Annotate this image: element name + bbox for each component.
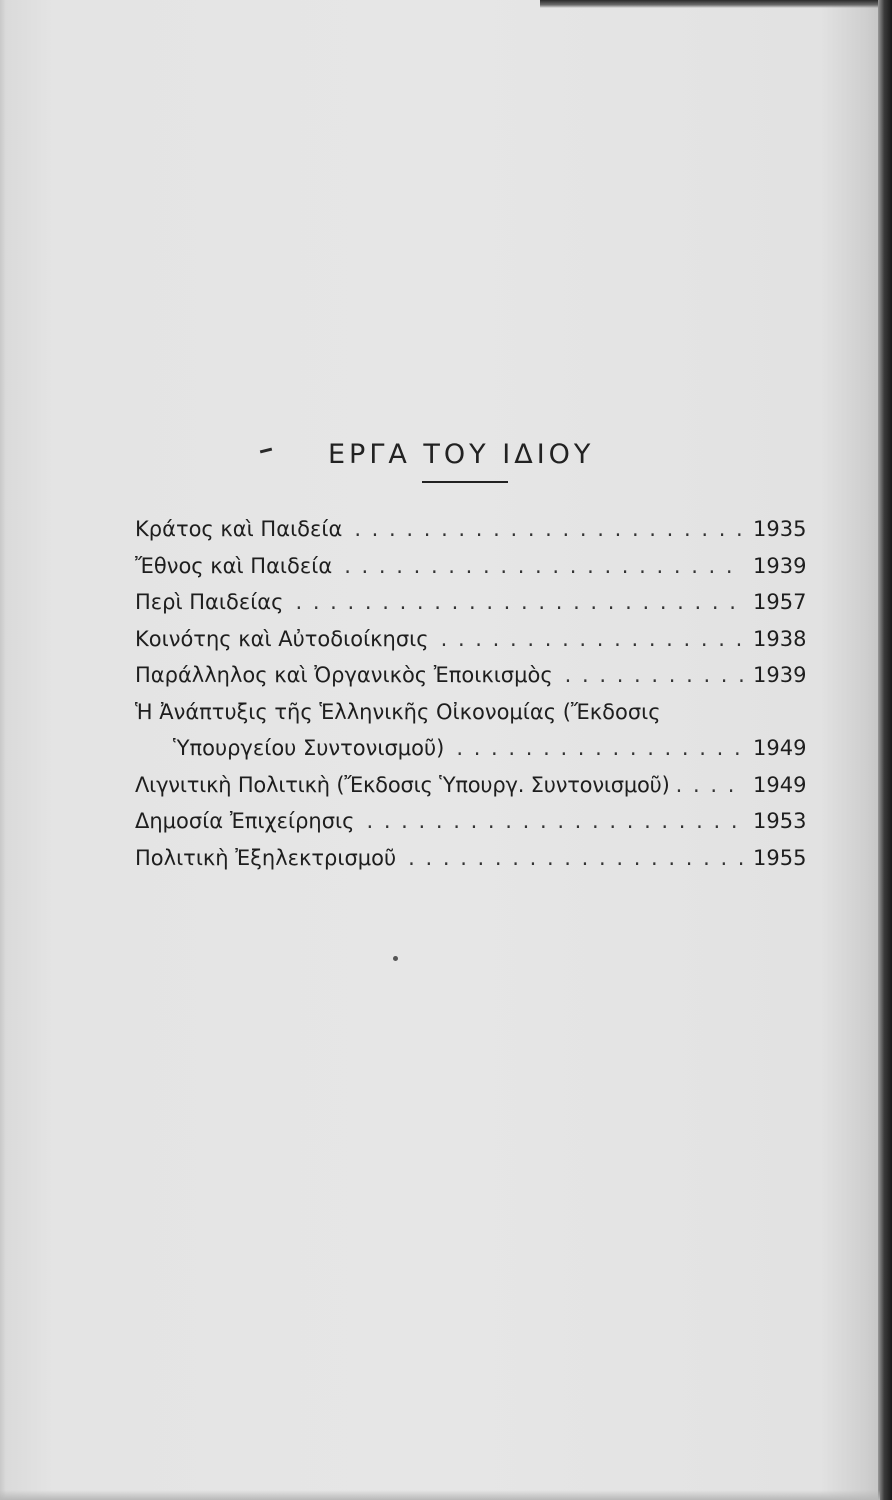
dot-leader	[676, 767, 747, 803]
work-title-line-1: Ἡ Ἀνάπτυξις τῆς Ἑλληνικῆς Οἰκονομίας (Ἔκδοσις	[135, 699, 661, 724]
ink-mark	[260, 448, 272, 454]
list-item	[135, 767, 805, 804]
work-title: Λιγνιτικὴ Πολιτικὴ (Ἔκδοσις Ὑπουργ. Συντονισμοῦ)	[135, 772, 670, 797]
scan-edge-right	[878, 0, 892, 1500]
ink-speck	[393, 956, 398, 961]
scan-edge-left	[0, 0, 6, 1500]
heading-underline	[422, 481, 508, 483]
dot-leader	[366, 803, 745, 839]
list-item	[135, 621, 805, 658]
work-title: Ἔθνος καὶ Παιδεία	[135, 553, 333, 578]
dot-leader	[408, 840, 745, 876]
page-bottom-shadow	[0, 1490, 880, 1500]
list-item	[135, 548, 805, 585]
list-item	[135, 657, 805, 694]
work-year: 1935	[753, 517, 807, 541]
work-year: 1939	[753, 663, 807, 687]
work-title: Δημοσία Ἐπιχείρησις	[135, 809, 355, 833]
page-heading: ΕΡΓΑ ΤΟΥ ΙΔΙΟΥ	[328, 439, 595, 470]
work-year: 1957	[753, 590, 807, 614]
work-year: 1955	[753, 845, 807, 870]
work-title-line-2: Ὑπουργείου Συντονισμοῦ)	[173, 736, 445, 760]
work-year: 1949	[753, 736, 807, 760]
scan-edge-top	[540, 0, 880, 8]
dot-leader	[441, 621, 745, 657]
heading-block	[256, 435, 616, 495]
list-item	[135, 584, 805, 621]
work-title: Κοινότης καὶ Αὐτοδιοίκησις	[135, 626, 429, 651]
list-item	[135, 511, 805, 548]
dot-leader	[565, 657, 745, 693]
work-title: Κράτος καὶ Παιδεία	[135, 517, 343, 541]
dot-leader	[456, 730, 745, 766]
work-title: Πολιτικὴ Ἐξηλεκτρισμοῦ	[135, 845, 397, 870]
dot-leader	[354, 511, 745, 547]
work-year: 1949	[753, 772, 807, 797]
dot-leader	[295, 584, 745, 620]
list-item	[135, 803, 805, 840]
list-item-continuation	[135, 730, 805, 767]
works-list	[135, 511, 805, 876]
dot-leader	[344, 548, 745, 584]
list-item	[135, 840, 805, 877]
list-item	[135, 694, 805, 731]
work-year: 1953	[753, 809, 807, 833]
work-year: 1938	[753, 626, 807, 651]
work-title: Παράλληλος καὶ Ὀργανικὸς Ἐποικισμὸς	[135, 663, 553, 687]
work-title: Περὶ Παιδείας	[135, 590, 284, 614]
work-year: 1939	[753, 553, 807, 578]
